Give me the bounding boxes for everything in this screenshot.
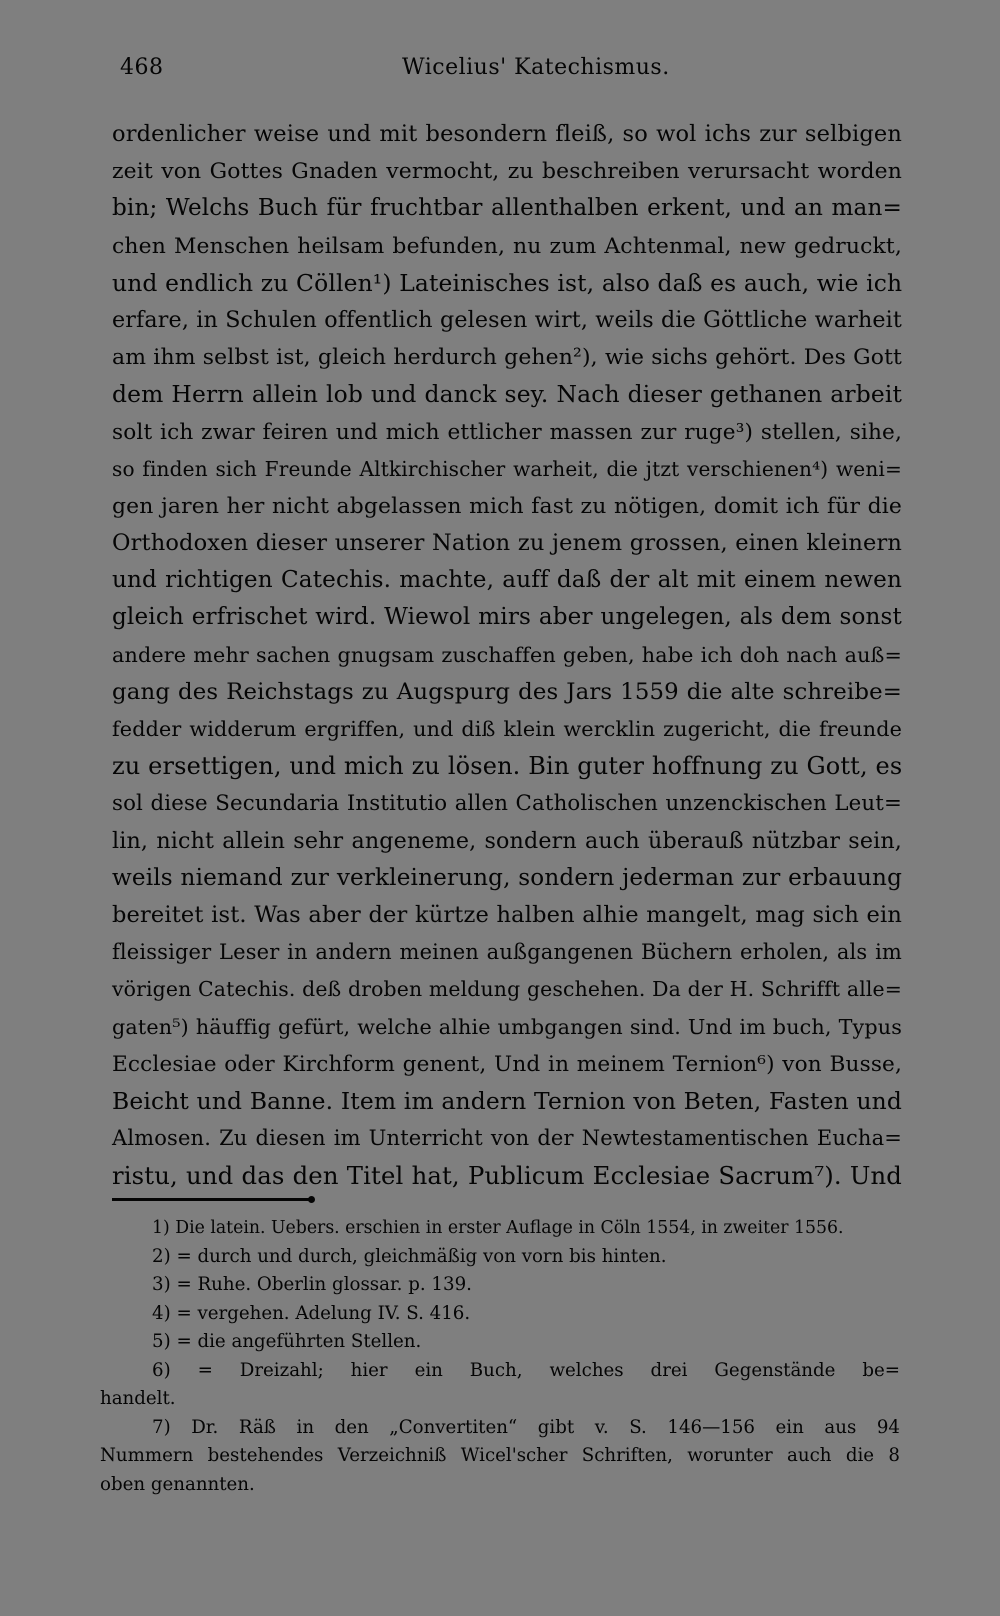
footnote-separator-rule xyxy=(112,1198,314,1201)
page-number: 468 xyxy=(120,55,164,80)
main-text-block xyxy=(112,116,902,1194)
body-line: und endlich zu Cöllen¹) Lateinisches ist, also daß es auch, wie ich xyxy=(112,268,903,297)
footnote-4: 4) = vergehen. Adelung IV. S. 416. xyxy=(152,1302,471,1324)
footnote-1: 1) Die latein. Uebers. erschien in erster Auflage in Cöln 1554, in zweiter 1556. xyxy=(152,1218,844,1238)
body-line: und richtigen Catechis. machte, auff daß der alt mit einem newen xyxy=(112,567,902,594)
body-line: gleich erfrischet wird. Wiewol mirs aber ungelegen, als dem sonst xyxy=(112,604,902,631)
body-line: andere mehr sachen gnugsam zuschaffen geben, habe ich doh nach auß= xyxy=(112,642,902,667)
body-line: gang des Reichstags zu Augspurg des Jars 1559 die alte schreibe= xyxy=(112,678,902,705)
body-line: so finden sich Freunde Altkirchischer warheit, die jtzt verschienen⁴) weni= xyxy=(112,456,902,481)
body-line: fedder widderum ergriffen, und diß klein wercklin zugericht, die freunde xyxy=(112,717,902,741)
body-line: bereitet ist. Was aber der kürtze halben alhie mangelt, mag sich ein xyxy=(112,901,902,928)
body-line: ristu, und das den Titel hat, Publicum Ecclesiae Sacrum⁷). Und xyxy=(112,1161,902,1191)
body-line: weils niemand zur verkleinerung, sondern jederman zur erbauung xyxy=(112,864,902,891)
body-line: bin; Welchs Buch für fruchtbar allenthalben erkent, und an man= xyxy=(112,195,902,222)
body-line: gaten⁵) häuffig gefürt, welche alhie umbgangen sind. Und im buch, Typus xyxy=(112,1014,902,1039)
page-header xyxy=(120,55,900,95)
footnotes-block xyxy=(100,1214,900,1499)
body-line: fleissiger Leser in andern meinen außgangenen Büchern erholen, als im xyxy=(112,940,902,965)
body-line: zeit von Gottes Gnaden vermocht, zu beschreiben verursacht worden xyxy=(112,159,902,185)
body-line: vörigen Catechis. deß droben meldung geschehen. Da der H. Schrifft alle= xyxy=(112,977,902,1002)
footnote-2: 2) = durch und durch, gleichmäßig von vorn bis hinten. xyxy=(152,1245,667,1267)
body-line: dem Herrn allein lob und danck sey. Nach dieser gethanen arbeit xyxy=(112,380,902,409)
body-line: lin, nicht allein sehr angeneme, sondern auch überauß nützbar sein, xyxy=(112,827,902,854)
footnote-6: 6) = Dreizahl; hier ein Buch, welches drei Gegenstände be= xyxy=(152,1359,900,1381)
footnote-7-continuation: Nummern bestehendes Verzeichniß Wicel'scher Schriften, worunter auch die 8 xyxy=(100,1445,900,1466)
body-line: am ihm selbst ist, gleich herdurch gehen²), wie sichs gehört. Des Gott xyxy=(112,345,902,371)
footnote-7: 7) Dr. Räß in den „Convertiten“ gibt v. S. 146—156 ein aus 94 xyxy=(152,1416,900,1438)
footnote-3: 3) = Ruhe. Oberlin glossar. p. 139. xyxy=(152,1274,472,1295)
body-line: erfare, in Schulen offentlich gelesen wirt, weils die Göttliche warheit xyxy=(112,306,902,333)
body-line: ordenlicher weise und mit besondern fleiß, so wol ichs zur selbigen xyxy=(112,121,902,147)
body-line: Beicht und Banne. Item im andern Ternion von Beten, Fasten und xyxy=(112,1086,902,1115)
body-line: zu ersettigen, und mich zu lösen. Bin guter hoffnung zu Gott, es xyxy=(112,752,903,781)
running-title: Wicelius' Katechismus. xyxy=(402,55,670,80)
body-line: Almosen. Zu diesen im Unterricht von der Newtestamentischen Eucha= xyxy=(112,1126,902,1151)
body-line: Orthodoxen dieser unserer Nation zu jenem grossen, einen kleinern xyxy=(112,530,902,557)
footnote-7-continuation: oben genannten. xyxy=(100,1473,255,1495)
footnote-5: 5) = die angeführten Stellen. xyxy=(152,1331,422,1352)
footnote-6-continuation: handelt. xyxy=(100,1388,176,1409)
body-line: gen jaren her nicht abgelassen mich fast zu nötigen, domit ich für die xyxy=(112,493,902,519)
footnote-separator-rule-tip xyxy=(308,1196,315,1203)
body-line: Ecclesiae oder Kirchform genent, Und in meinem Ternion⁶) von Busse, xyxy=(112,1051,902,1077)
body-line: chen Menschen heilsam befunden, nu zum Achtenmal, new gedruckt, xyxy=(112,233,902,259)
body-line: solt ich zwar feiren und mich ettlicher massen zur ruge³) stellen, sihe, xyxy=(112,419,902,445)
body-line: sol diese Secundaria Institutio allen Catholischen unzenckischen Leut= xyxy=(112,791,902,817)
